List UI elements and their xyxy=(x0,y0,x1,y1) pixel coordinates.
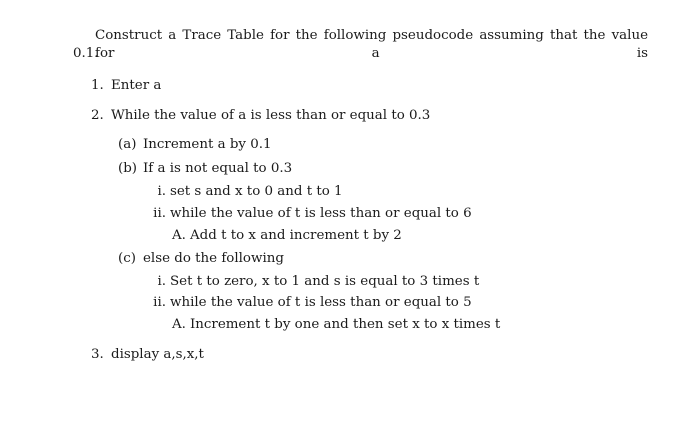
substep-c-item-ii xyxy=(149,294,472,312)
step-text: Enter a xyxy=(111,78,162,93)
substep-c-item-i xyxy=(149,273,479,291)
step-label: 3. xyxy=(91,347,104,362)
substep-b xyxy=(118,160,292,178)
item-text: while the value of t is less than or equal to 6 xyxy=(170,206,472,221)
substep-a xyxy=(118,136,272,154)
substep-text: else do the following xyxy=(143,251,284,266)
item-label: A. xyxy=(172,317,186,332)
step-text: While the value of a is less than or equal to 0.3 xyxy=(111,108,431,123)
substep-label: (c) xyxy=(118,251,136,266)
substep-text: If a is not equal to 0.3 xyxy=(143,161,293,176)
step-label: 2. xyxy=(91,108,104,123)
step-label: 1. xyxy=(91,78,104,93)
step-2 xyxy=(91,107,430,125)
step-text: display a,s,x,t xyxy=(111,347,204,362)
item-label: i. xyxy=(157,184,166,199)
item-label: ii. xyxy=(153,295,166,310)
substep-c-item-ii-A xyxy=(172,316,500,334)
item-label: ii. xyxy=(153,206,166,221)
substep-b-item-ii xyxy=(149,205,472,223)
intro-text-line-2: 0.1. xyxy=(73,46,99,61)
substep-label: (a) xyxy=(118,137,137,152)
item-text: Add t to x and increment t by 2 xyxy=(190,228,402,243)
substep-b-item-i xyxy=(149,183,343,201)
item-text: while the value of t is less than or equal to 5 xyxy=(170,295,472,310)
substep-label: (b) xyxy=(118,161,138,176)
item-text: Increment t by one and then set x to x times t xyxy=(190,317,501,332)
substep-text: Increment a by 0.1 xyxy=(143,137,272,152)
step-3 xyxy=(91,346,204,364)
item-text: Set t to zero, x to 1 and s is equal to 3 times t xyxy=(170,274,480,289)
item-text: set s and x to 0 and t to 1 xyxy=(170,184,343,199)
item-label: i. xyxy=(157,274,166,289)
intro-text-line-1: Construct a Trace Table for the following pseudocode assuming that the value for a is xyxy=(95,28,648,61)
item-label: A. xyxy=(172,228,186,243)
substep-c xyxy=(118,250,284,268)
substep-b-item-ii-A xyxy=(172,227,402,245)
step-1 xyxy=(91,77,161,95)
